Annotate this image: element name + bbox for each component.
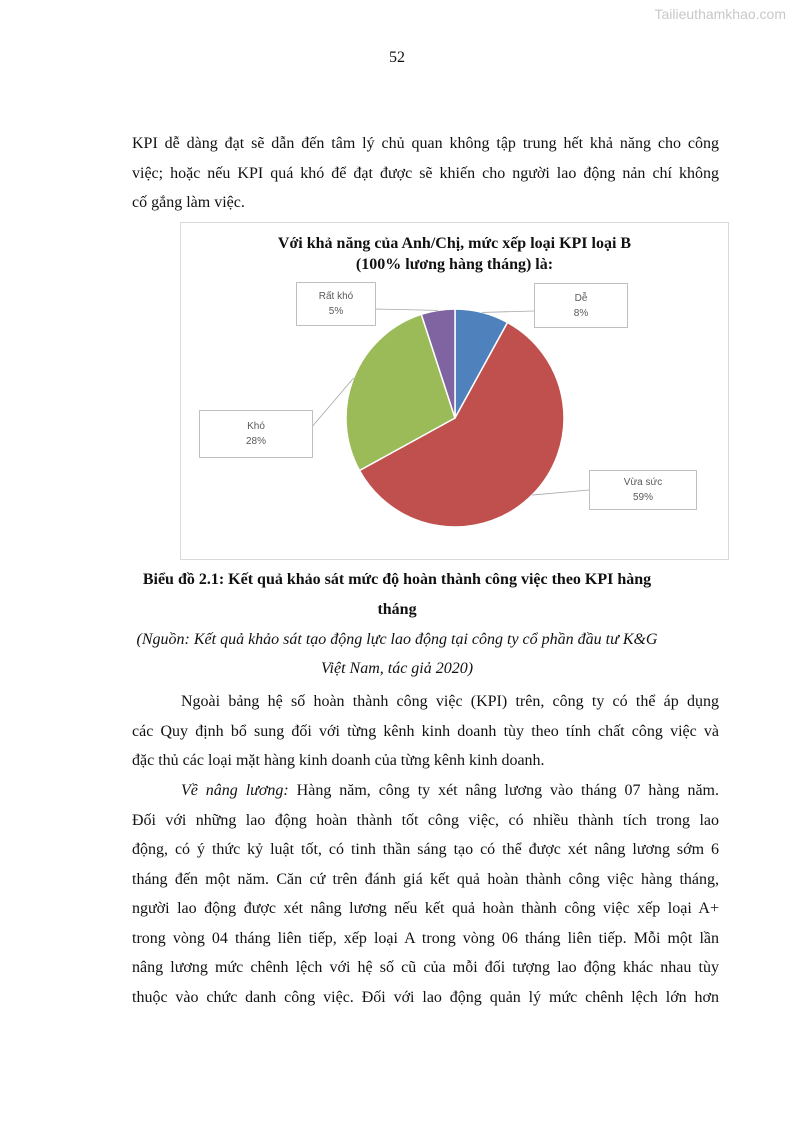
intro-paragraph xyxy=(132,129,719,218)
callout-de xyxy=(534,283,628,328)
source-line-2: Việt Nam, tác giả 2020) xyxy=(320,660,474,677)
text-line: động, có ý thức kỷ luật tốt, có tinh thần sáng tạo có thể được xét nâng lương sớm 6 xyxy=(132,841,719,858)
text-line: KPI dễ dàng đạt sẽ dẫn đến tâm lý chủ quan không tập trung hết khả năng cho công xyxy=(132,135,719,152)
callout-label: Vừa sức xyxy=(623,477,663,488)
text-line: người lao động được xét nâng lương nếu kết quả hoàn thành công việc xếp loại A+ xyxy=(132,900,719,917)
text-line: đặc thủ các loại mặt hàng kinh doanh của từng kênh kinh doanh. xyxy=(132,752,545,769)
chart-title-line-1: Với khả năng của Anh/Chị, mức xếp loại KPI loại B xyxy=(277,235,632,252)
paragraph-2 xyxy=(132,687,719,776)
callout-kho xyxy=(199,410,313,458)
text-line-rest: Hàng năm, công ty xét nâng lương vào tháng 07 hàng năm. xyxy=(288,782,719,799)
text-line: các Quy định bổ sung đối với từng kênh kinh doanh tùy theo tính chất công việc và xyxy=(132,722,719,740)
leader-line xyxy=(374,309,438,310)
text-line: Đối với những lao động hoàn thành tốt công việc, có nhiều thành tích trong lao xyxy=(132,811,719,829)
figure-caption-line-1: Biểu đồ 2.1: Kết quả khảo sát mức độ hoàn thành công việc theo KPI hàng xyxy=(142,571,652,588)
text-line: cố gắng làm việc. xyxy=(132,194,245,211)
callout-value: 59% xyxy=(632,492,653,503)
callout-label: Dễ xyxy=(574,292,588,304)
leader-line xyxy=(482,311,534,312)
callout-vua-suc xyxy=(589,470,697,510)
text-line: việc; hoặc nếu KPI quá khó để đạt được sẽ khiến cho người lao động nản chí không xyxy=(132,164,719,182)
pie-chart xyxy=(180,222,729,560)
text-line: Ngoài bảng hệ số hoàn thành công việc (KPI) trên, công ty có thể áp dụng xyxy=(181,693,719,710)
callout-rat-kho xyxy=(296,282,376,326)
callout-label: Rất khó xyxy=(318,291,354,302)
callout-value: 5% xyxy=(328,306,344,317)
leader-line xyxy=(532,490,589,495)
page-number: 52 xyxy=(389,49,405,66)
watermark: Tailieuthamkhao.com xyxy=(654,6,786,22)
figure-caption-line-2: tháng xyxy=(377,601,417,618)
callout-label: Khó xyxy=(247,421,265,432)
text-line: thuộc vào chức danh công việc. Đối với lao động quản lý mức chênh lệch lớn hơn xyxy=(132,988,719,1006)
text-line: tháng đến một năm. Căn cứ trên đánh giá kết quả hoàn thành công việc hàng tháng, xyxy=(132,870,719,888)
callout-value: 28% xyxy=(245,436,266,447)
callout-value: 8% xyxy=(573,307,589,319)
chart-title-line-2: (100% lương hàng tháng) là: xyxy=(355,256,554,273)
paragraph-3 xyxy=(132,776,719,1012)
source-line-1: (Nguồn: Kết quả khảo sát tạo động lực lao động tại công ty cổ phần đầu tư K&G xyxy=(136,631,658,648)
text-line: trong vòng 04 tháng liên tiếp, xếp loại A trong vòng 06 tháng liên tiếp. Mỗi một lần xyxy=(132,929,719,947)
text-line: nâng lương mức chênh lệch với hệ số cũ của mỗi đối tượng lao động khác nhau tùy xyxy=(132,959,719,976)
text-line xyxy=(132,776,719,806)
salary-label: Về nâng lương: xyxy=(181,782,289,799)
